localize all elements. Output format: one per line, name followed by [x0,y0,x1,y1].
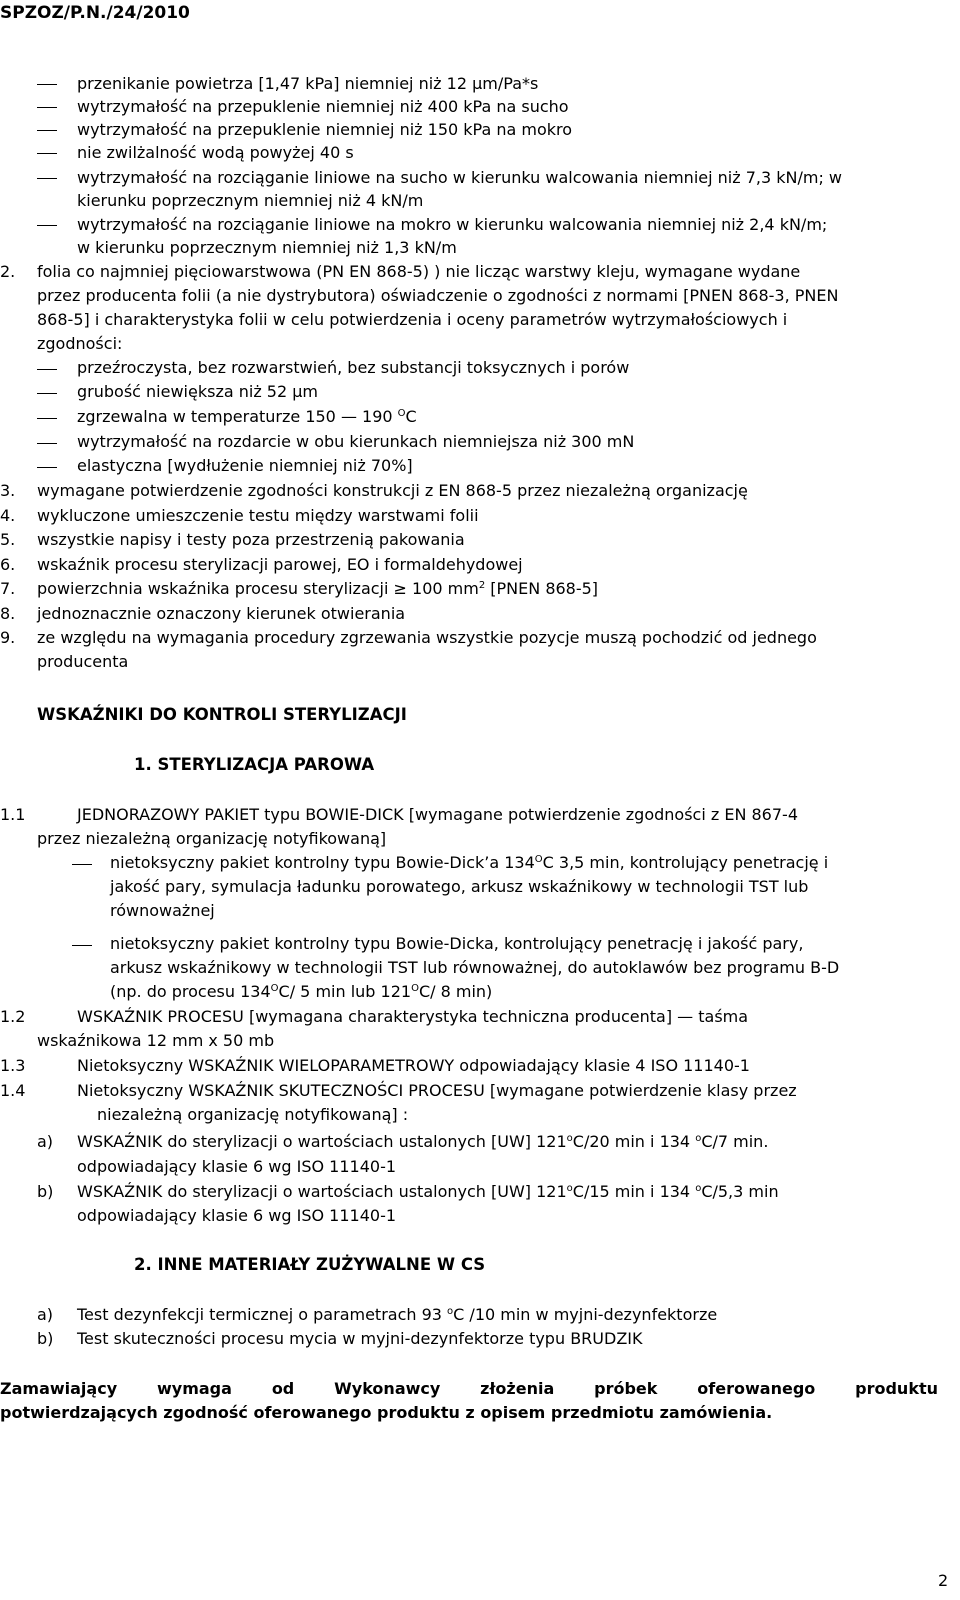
list-item: wytrzymałość na rozciąganie liniowe na sucho w kierunku walcowania niemniej niż 7,3 kN/m; w [77,168,843,187]
list-item: wytrzymałość na rozciąganie liniowe na mokro w kierunku walcowania niemniej niż 2,4 kN/m; [77,215,828,234]
item-number: 1.1 [0,805,26,824]
numbered-item-continuation: 868-5] i charakterystyka folii w celu potwierdzenia i oceny parametrów wytrzymałościowych i [37,310,788,329]
item-number: 1.4 [0,1081,26,1100]
item-number: 1.2 [0,1007,26,1026]
item-number: 3. [0,481,16,500]
page-number: 2 [938,1571,949,1590]
dash-bullet [37,130,57,131]
closing-paragraph-line: Zamawiający wymaga od Wykonawcy złożenia próbek oferowanego produktu [0,1379,938,1398]
list-item-continuation: arkusz wskaźnikowy w technologii TST lub równoważnej, do autoklawów bez programu B-D [110,958,840,977]
item-letter: b) [37,1329,54,1348]
list-item: wytrzymałość na przepuklenie niemniej niż 400 kPa na sucho [77,97,569,116]
list-item: elastyczna [wydłużenie niemniej niż 70%] [77,456,413,475]
dash-bullet [37,467,57,468]
list-item: nietoksyczny pakiet kontrolny typu Bowie-Dicka, kontrolujący penetrację i jakość pary, [110,934,804,953]
subsection-heading: 2. INNE MATERIAŁY ZUŻYWALNE W CS [134,1255,486,1274]
dash-bullet [37,418,57,419]
dash-bullet [37,369,57,370]
subsection-heading: 1. STERYLIZACJA PAROWA [134,755,375,774]
dash-bullet [37,443,57,444]
list-item: wytrzymałość na rozdarcie w obu kierunkach niemniejsza niż 300 mN [77,432,635,451]
dash-bullet [37,153,57,154]
list-item-continuation: w kierunku poprzecznym niemniej niż 1,3 kN/m [77,238,457,257]
item-letter: a) [37,1132,54,1151]
item-number: 2. [0,262,16,281]
item-number: 6. [0,555,16,574]
list-item: nie zwilżalność wodą powyżej 40 s [77,143,354,162]
item-number: 7. [0,579,16,598]
lettered-item: WSKAŹNIK do sterylizacji o wartościach ustalonych [UW] 121$^o$C/15 min i 134 $^o$C/5,3 min [77,1182,779,1201]
document-header: SPZOZ/P.N./24/2010 [0,3,190,23]
list-item: przeźroczysta, bez rozwarstwień, bez substancji toksycznych i porów [77,358,630,377]
closing-paragraph-line: potwierdzających zgodność oferowanego produktu z opisem przedmiotu zamówienia. [0,1403,773,1422]
list-item: zgrzewalna w temperaturze 150 — 190 $^O$C [77,407,417,426]
numbered-item: wykluczone umieszczenie testu między warstwami folii [37,506,479,525]
lettered-item: Test dezynfekcji termicznej o parametrach 93 $^o$C /10 min w myjni-dezynfektorze [77,1305,718,1324]
numbered-item: folia co najmniej pięciowarstwowa (PN EN 868-5) ) nie licząc warstwy kleju, wymagane wydane [37,262,801,281]
lettered-item: Test skuteczności procesu mycia w myjni-dezynfektorze typu BRUDZIK [77,1329,643,1348]
numbered-item: Nietoksyczny WSKAŹNIK SKUTECZNOŚCI PROCESU [wymagane potwierdzenie klasy przez [77,1081,797,1100]
numbered-item-continuation: zgodności: [37,334,123,353]
dash-bullet [37,84,57,85]
lettered-item: WSKAŹNIK do sterylizacji o wartościach ustalonych [UW] 121$^o$C/20 min i 134 $^o$C/7 min. [77,1132,769,1151]
numbered-item: WSKAŹNIK PROCESU [wymagana charakterystyka techniczna producenta] — taśma [77,1007,749,1026]
item-number: 4. [0,506,16,525]
list-item-continuation: jakość pary, symulacja ładunku porowatego, arkusz wskaźnikowy w technologii TST lub [110,877,809,896]
numbered-item: ze względu na wymagania procedury zgrzewania wszystkie pozycje muszą pochodzić od jednego [37,628,817,647]
list-item-continuation: równoważnej [110,901,215,920]
dash-bullet [72,864,92,865]
section-heading: WSKAŹNIKI DO KONTROLI STERYLIZACJI [37,705,407,724]
numbered-item: jednoznacznie oznaczony kierunek otwierania [37,604,406,623]
numbered-item-continuation: wskaźnikowa 12 mm x 50 mb [37,1031,275,1050]
numbered-item: powierzchnia wskaźnika procesu sterylizacji ≥ 100 $mm^2$ [PNEN 868-5] [37,579,599,598]
numbered-item-continuation: niezależną organizację notyfikowaną] : [97,1105,409,1124]
item-number: 1.3 [0,1056,26,1075]
list-item: wytrzymałość na przepuklenie niemniej niż 150 kPa na mokro [77,120,573,139]
list-item: przenikanie powietrza [1,47 kPa] niemniej niż 12 µm/Pa*s [77,74,539,93]
lettered-item-continuation: odpowiadający klasie 6 wg ISO 11140-1 [77,1157,397,1176]
numbered-item: Nietoksyczny WSKAŹNIK WIELOPARAMETROWY odpowiadający klasie 4 ISO 11140-1 [77,1056,750,1075]
dash-bullet [37,225,57,226]
item-letter: a) [37,1305,54,1324]
numbered-item-continuation: przez producenta folii (a nie dystrybutora) oświadczenie o zgodności z normami [PNEN 868-3, PNEN [37,286,839,305]
item-number: 8. [0,604,16,623]
item-letter: b) [37,1182,54,1201]
list-item-continuation: (np. do procesu $134^OC/$ 5 min lub $121^OC/$ 8 min) [110,982,493,1001]
numbered-item: wymagane potwierdzenie zgodności konstrukcji z EN 868-5 przez niezależną organizację [37,481,748,500]
item-number: 9. [0,628,16,647]
list-item: grubość niewiększa niż 52 µm [77,382,319,401]
numbered-item-continuation: producenta [37,652,129,671]
dash-bullet [72,945,92,946]
numbered-item: wskaźnik procesu sterylizacji parowej, EO i formaldehydowej [37,555,523,574]
numbered-item: JEDNORAZOWY PAKIET typu BOWIE-DICK [wymagane potwierdzenie zgodności z EN 867-4 [77,805,798,824]
lettered-item-continuation: odpowiadający klasie 6 wg ISO 11140-1 [77,1206,397,1225]
dash-bullet [37,393,57,394]
dash-bullet [37,107,57,108]
numbered-item: wszystkie napisy i testy poza przestrzenią pakowania [37,530,465,549]
greater-or-equal-icon: ≥ [393,579,407,598]
dash-bullet [37,178,57,179]
list-item: nietoksyczny pakiet kontrolny typu Bowie-Dick’a $134^OC$ 3,5 min, kontrolujący penetrację i [110,853,829,872]
list-item-continuation: kierunku poprzecznym niemniej niż 4 kN/m [77,191,424,210]
item-number: 5. [0,530,16,549]
numbered-item-continuation: przez niezależną organizację notyfikowaną] [37,829,387,848]
